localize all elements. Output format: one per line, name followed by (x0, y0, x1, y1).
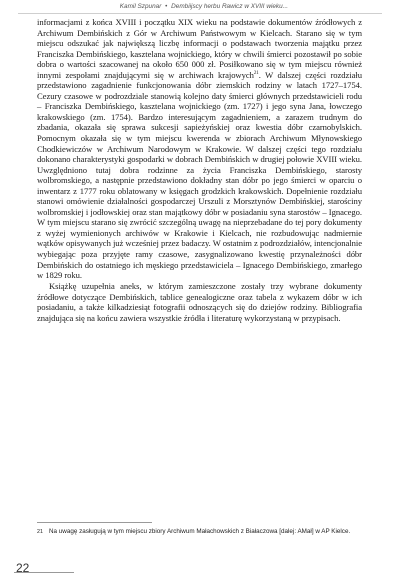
page-footer (0, 556, 400, 582)
footnote-reference: 21 (253, 70, 259, 76)
paragraph-text: informacjami z końca XVIII i początku XIX wieku na podstawie dokumentów źródłowych z Archiwum Dembińskich z Gór w Archiwum Państwowym w Kielcach. Starano się w tym miejscu odszukać jak największą liczbę informacji o podstawach tworzenia majątku przez Franciszka Dembińskiego, kasztelana wojnickiego, który w chwili śmierci pozostawił po sobie dobra o wartości szacowanej na około 650 000 zł. Posiłkowano się w tym miejscu również innymi zespołami znajdującymi się w archiwach krajowych (37, 17, 362, 80)
paragraph-text: . W dalszej części rozdziału przedstawiono zagadnienie funkcjonowania dóbr ziemskich rodziny w latach 1727–1754. Cezury czasowe w podrozdziale stanowią kolejno daty śmierci głównych przedstawicieli rodu – Franciszka Dembińskiego, kasztelana wojnickiego (zm. 1727) i jego syna Jana, łowczego krakowskiego (zm. 1754). Bardzo interesującym zagadnieniem, a zarazem trudnym do zbadania, okazała się sprawa sukcesji sapieżyńskiej oraz kwestia dóbr czarnobylskich. Pomocnym okazała się w tym miejscu kwerenda w zbiorach Archiwum Młynowskiego Chodkiewiczów w Archiwum Narodowym w Krakowie. W dalszej części tego rozdziału dokonano charakterystyki gospodarki w dobrach Dembińskich w drugiej połowie XVIII wieku. Uwzględniono tutaj dobra rodzinne za życia Franciszka Dembińskiego, starosty wolbromskiego, a następnie przedstawiono dokładny stan dóbr po jego śmierci w oparciu o inwentarz z 1777 roku oblatowany w księgach grodzkich krakowskich. Dopełnienie rozdziału stanowi omówienie działalności gospodarczej Urszuli z Morsztynów Dembińskiej, starościny wolbromskiej i jodłowskiej oraz stan majątkowy dóbr w posiadaniu syna starostów – Ignacego. W tym miejscu starano się zwrócić szczególną uwagę na nieprzebadane do tej pory dokumenty z wyżej wymienionych archiwów w Krakowie i Kielcach, nie rozbudowując nadmiernie wątków opisywanych już wcześniej przez badaczy. W ostatnim z podrozdziałów, intencjonalnie wybiegając poza przyjęte ramy czasowe, zasygnalizowano kwestię przynależności dóbr Dembińskich do ostatniego ich męskiego przedstawiciela – Ignacego Dembińskiego, zmarłego w 1829 roku. (37, 69, 362, 281)
footer-rule (14, 572, 74, 573)
header-rule (18, 13, 382, 14)
paragraph (37, 17, 362, 281)
running-title (120, 3, 288, 10)
footnote-text: Na uwagę zasługują w tym miejscu zbiory Archiwum Małachowskich z Białaczowa [dalej: AMał] w AP Kielce. (49, 528, 351, 535)
page-number: 22 (16, 561, 30, 575)
paragraph: Książkę uzupełnia aneks, w którym zamieszczone zostały trzy wybrane dokumenty źródłowe dotyczące Dembińskich, tablice genealogiczne oraz tabela z wykazem dóbr w ich posiadaniu, a także kilkadziesiąt fotografii odnoszących się do dziejów rodziny. Bibliografia znajdująca się na końcu zawiera wszystkie źródła i literaturę wykorzystaną w przypisach. (37, 281, 362, 323)
footnote (37, 528, 362, 537)
header-author: Kamil Szpunar (119, 3, 162, 10)
header-separator: • (165, 3, 168, 10)
footnote-rule (37, 522, 152, 523)
footnote-number: 21 (37, 529, 43, 535)
header-book-title: Dembiijscy herbu Rawicz w XVIII wieku... (171, 3, 288, 10)
footnotes (37, 522, 362, 537)
main-text (37, 17, 362, 323)
